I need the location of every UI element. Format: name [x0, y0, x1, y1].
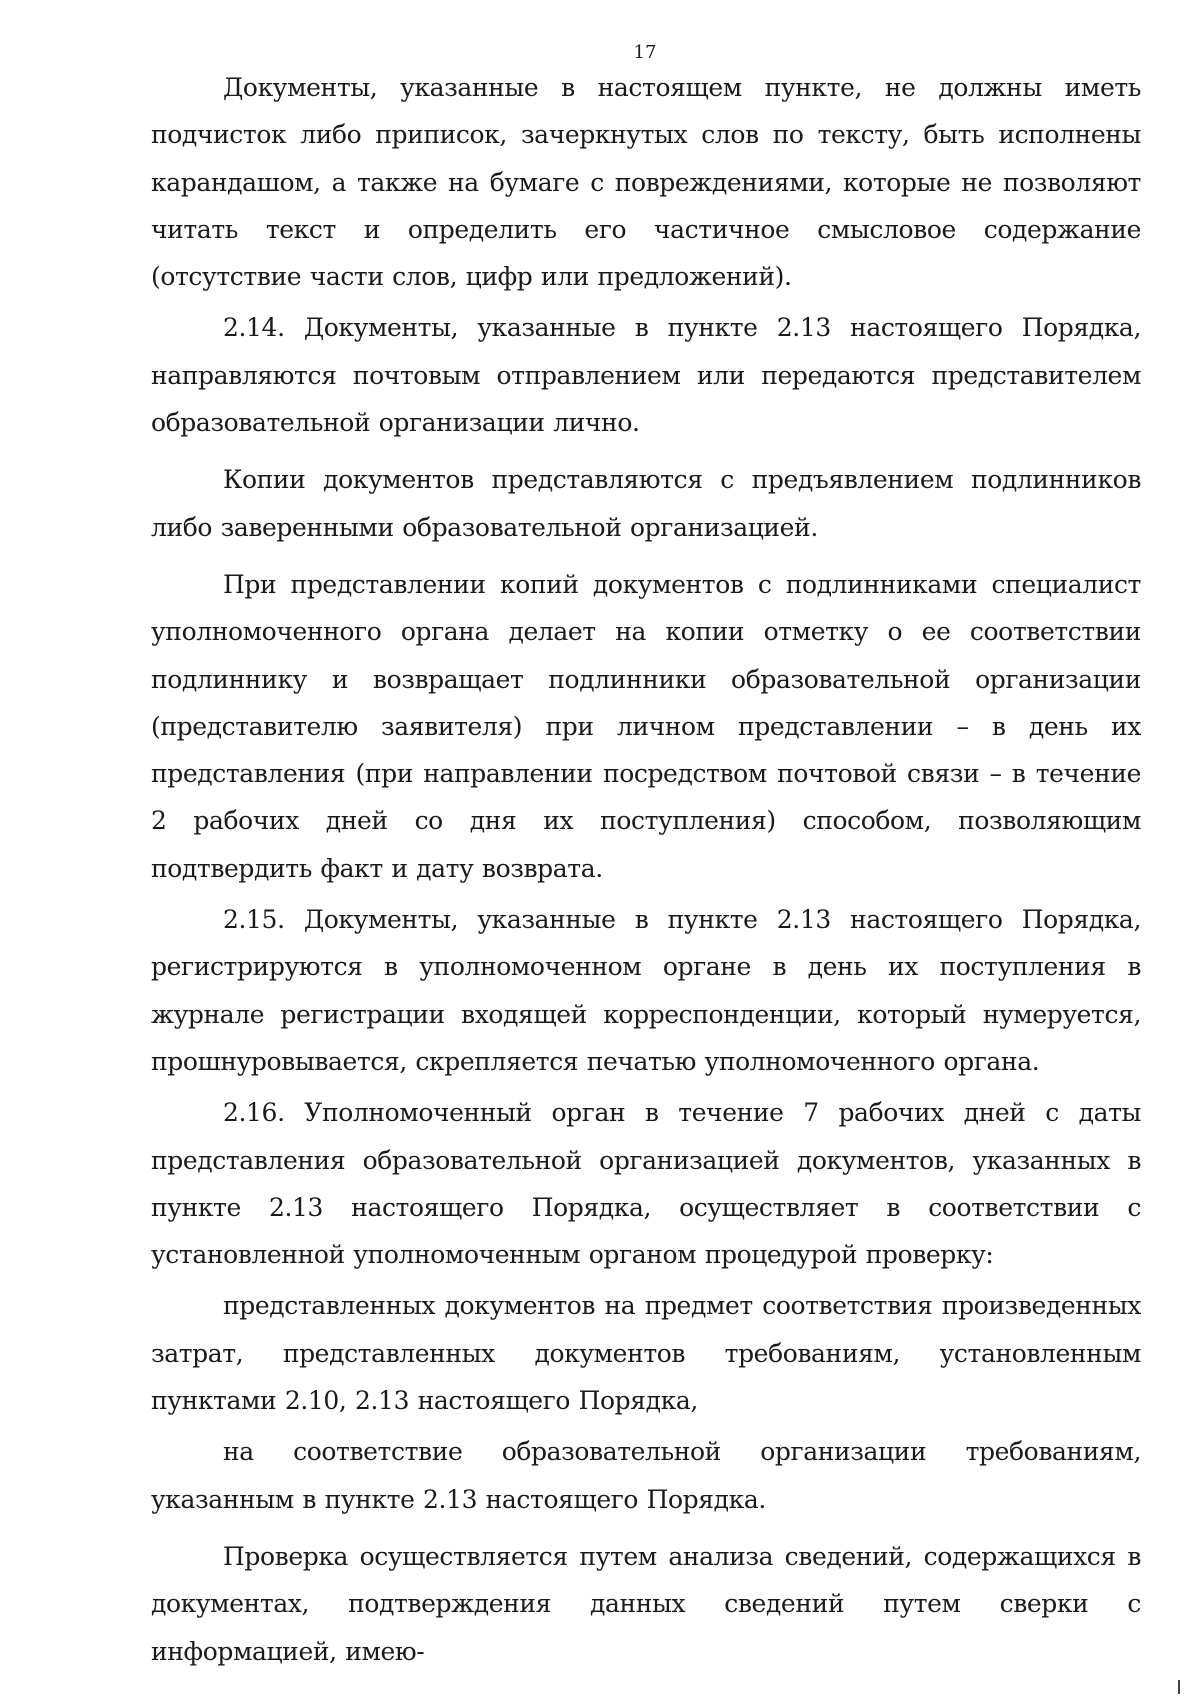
paragraph-2-15: 2.15. Документы, указанные в пункте 2.13 настоящего Порядка, регистрируются в уполномоченном органе в день их поступления в журнале регистрации входящей корреспонденции, который нумеруется, прошнуровывается, скрепляется печатью уполномоченного органа.: [151, 905, 1141, 1076]
paragraph-originals-return: При представлении копий документов с подлинниками специалист уполномоченного органа делает на копии отметку о ее соответствии подлиннику и возвращает подлинники образовательной организации (представителю заявителя) при личном представлении – в день их представления (при направлении посредством почтовой связи – в течение 2 рабочих дней со дня их поступления) способом, позволяющим подтвердить факт и дату возврата.: [151, 569, 1141, 883]
paragraph-check-method: Проверка осуществляется путем анализа сведений, содержащихся в документах, подтверждения данных сведений путем сверки с информацией, имею-: [151, 1541, 1141, 1666]
paragraph-2-14: 2.14. Документы, указанные в пункте 2.13 настоящего Порядка, направляются почтовым отправлением или передаются представителем образовательной организации лично.: [151, 313, 1141, 438]
paragraph-document-requirements: Документы, указанные в настоящем пункте, не должны иметь подчисток либо приписок, зачеркнутых слов по тексту, быть исполнены карандашом, а также на бумаге с повреждениями, которые не позволяют читать текст и определить его частичное смысловое содержание (отсутствие части слов, цифр или предложений).: [151, 73, 1141, 292]
document-body: [151, 64, 1141, 1675]
paragraph-check-documents: представленных документов на предмет соответствия произведенных затрат, представленных документов требованиям, установленным пунктами 2.10, 2.13 настоящего Порядка,: [151, 1291, 1141, 1416]
paragraph-copies: Копии документов представляются с предъявлением подлинников либо заверенными образовательной организацией.: [151, 465, 1141, 542]
page-number: 17: [633, 42, 657, 63]
paragraph-2-16: 2.16. Уполномоченный орган в течение 7 рабочих дней с даты представления образовательной организацией документов, указанных в пункте 2.13 настоящего Порядка, осуществляет в соответствии с установленной уполномоченным органом процедурой проверку:: [151, 1098, 1141, 1270]
scan-margin-mark: [1178, 1680, 1180, 1694]
paragraph-check-organization: на соответствие образовательной организации требованиям, указанным в пункте 2.13 настоящего Порядка.: [151, 1437, 1141, 1514]
